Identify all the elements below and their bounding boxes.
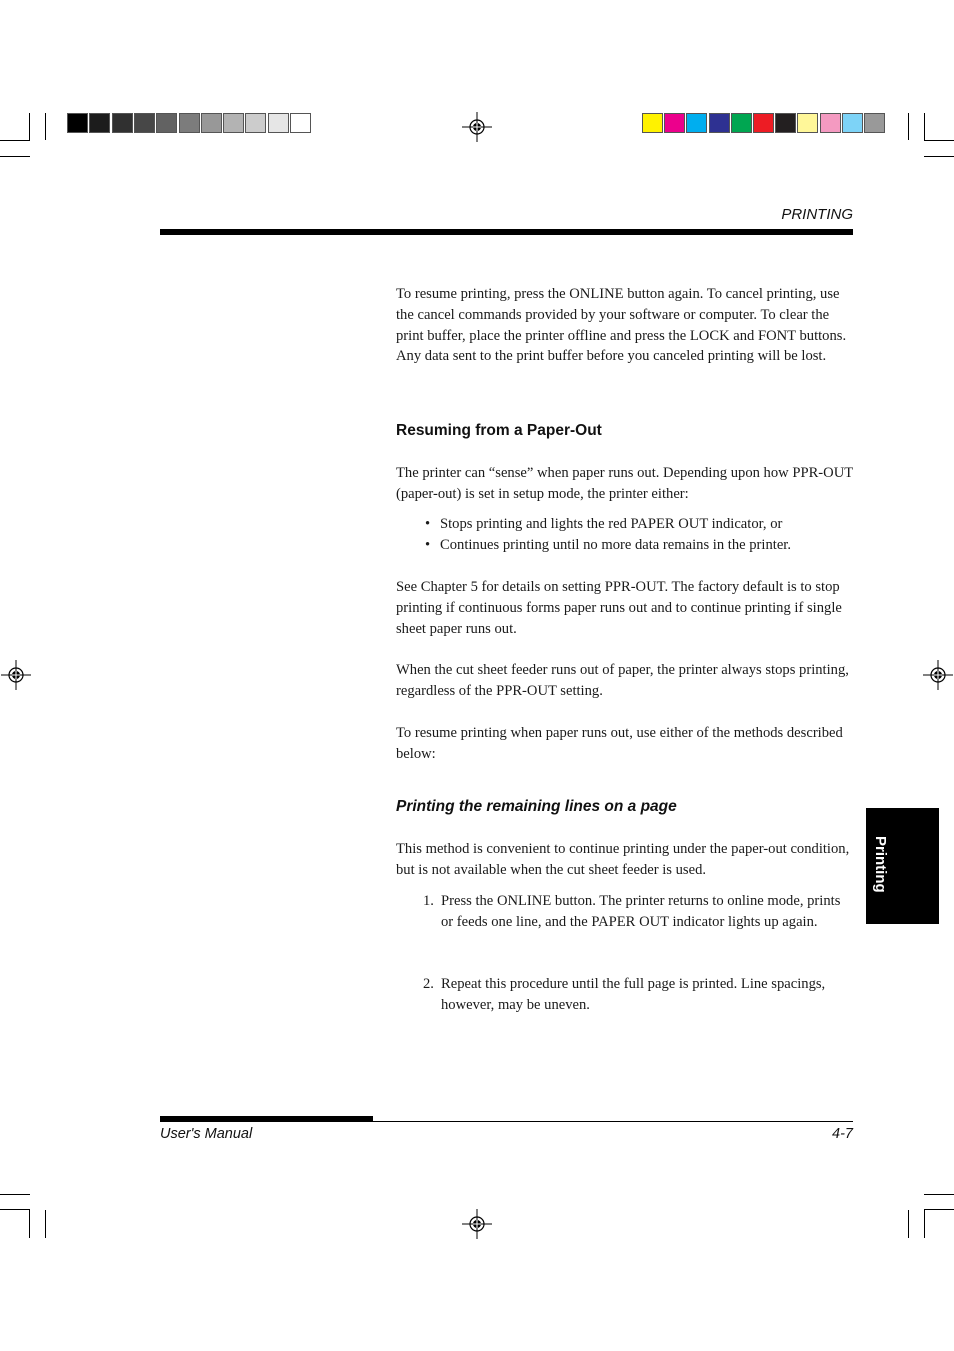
color-swatch — [731, 113, 752, 133]
paragraph: The printer can “sense” when paper runs out. Depending upon how PPR-OUT (paper-out) is set in setup mode, the printer either: — [396, 465, 853, 502]
color-swatch — [268, 113, 289, 133]
color-swatch — [842, 113, 863, 133]
color-swatch — [67, 113, 88, 133]
running-header: PRINTING — [781, 206, 853, 223]
crop-mark — [0, 140, 30, 141]
crop-mark — [924, 156, 954, 157]
chapter-tab — [866, 808, 939, 924]
chapter-tab-label: Printing — [872, 836, 889, 893]
crop-mark — [0, 1194, 30, 1195]
color-swatch — [642, 113, 663, 133]
color-swatch — [179, 113, 200, 133]
color-swatch — [797, 113, 818, 133]
registration-mark-icon — [462, 112, 492, 142]
crop-mark — [908, 1210, 909, 1238]
crop-mark — [29, 1210, 30, 1238]
crop-mark — [924, 140, 954, 141]
header-rule — [160, 229, 853, 235]
color-swatch — [820, 113, 841, 133]
page-number: 4-7 — [832, 1126, 853, 1142]
color-swatch — [686, 113, 707, 133]
color-swatch — [753, 113, 774, 133]
crop-mark — [45, 1210, 46, 1238]
bullet-glyph: • — [425, 516, 431, 532]
color-swatch — [201, 113, 222, 133]
paragraph: To resume printing when paper runs out, use either of the methods described below: — [396, 725, 843, 762]
color-swatch — [134, 113, 155, 133]
step-text: Press the ONLINE button. The printer returns to online mode, prints or feeds one line, and the PAPER OUT indicator lights up again. — [441, 893, 841, 930]
color-swatch — [156, 113, 177, 133]
crop-mark — [29, 113, 30, 140]
color-swatch — [223, 113, 244, 133]
color-swatch — [89, 113, 110, 133]
paragraph: To resume printing, press the ONLINE button again. To cancel printing, use the cancel commands provided by your software or computer. To clear the print buffer, place the printer offline and press the LOCK and FONT buttons. Any data sent to the print buffer before you canceled printing will be lost. — [396, 286, 847, 365]
registration-mark-icon — [923, 660, 953, 690]
color-swatch — [709, 113, 730, 133]
color-swatch — [775, 113, 796, 133]
subsection-heading: Printing the remaining lines on a page — [396, 798, 677, 815]
paragraph: This method is convenient to continue printing under the paper-out condition, but is not available when the cut sheet feeder is used. — [396, 841, 850, 878]
crop-mark — [924, 1209, 954, 1210]
color-swatch — [112, 113, 133, 133]
crop-mark — [0, 156, 30, 157]
crop-mark — [924, 1210, 925, 1238]
footer-title: User's Manual — [160, 1126, 253, 1142]
crop-mark — [924, 1194, 954, 1195]
paragraph: When the cut sheet feeder runs out of paper, the printer always stops printing, regardless of the PPR-OUT setting. — [396, 662, 849, 699]
section-heading: Resuming from a Paper-Out — [396, 422, 602, 439]
list-item-text: Continues printing until no more data remains in the printer. — [440, 537, 791, 553]
color-swatch — [664, 113, 685, 133]
crop-mark — [45, 113, 46, 140]
color-swatch — [245, 113, 266, 133]
step-number: 2. — [423, 976, 434, 992]
registration-mark-icon — [1, 660, 31, 690]
step-text: Repeat this procedure until the full page is printed. Line spacings, however, may be uneven. — [441, 976, 826, 1013]
color-swatch — [290, 113, 311, 133]
crop-mark — [924, 113, 925, 140]
step-number: 1. — [423, 893, 434, 909]
crop-mark — [908, 113, 909, 140]
crop-mark — [0, 1209, 30, 1210]
registration-mark-icon — [462, 1209, 492, 1239]
color-swatch — [864, 113, 885, 133]
footer-rule — [160, 1121, 853, 1122]
bullet-glyph: • — [425, 537, 431, 553]
list-item-text: Stops printing and lights the red PAPER OUT indicator, or — [440, 516, 783, 532]
paragraph: See Chapter 5 for details on setting PPR-OUT. The factory default is to stop printing if continuous forms paper runs out and to continue printing if single sheet paper runs out. — [396, 579, 842, 637]
